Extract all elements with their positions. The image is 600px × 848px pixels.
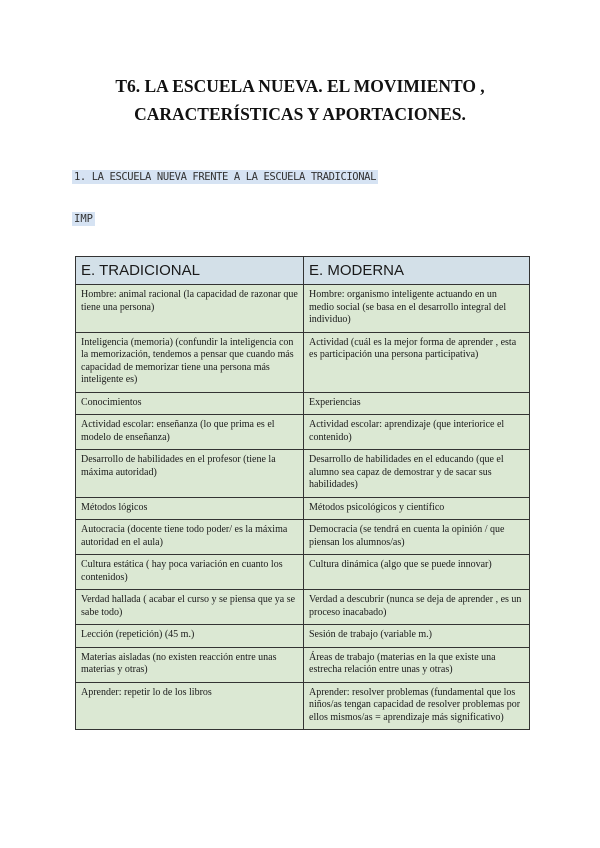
table-row bbox=[76, 415, 530, 450]
cell-modern: Actividad (cuál es la mejor forma de aprender , esta es participación una persona participativa) bbox=[304, 332, 530, 392]
cell-modern: Verdad a descubrir (nunca se deja de aprender , es un proceso inacabado) bbox=[304, 590, 530, 625]
cell-traditional: Aprender: repetir lo de los libros bbox=[76, 682, 304, 730]
cell-modern: Experiencias bbox=[304, 392, 530, 415]
cell-traditional: Cultura estática ( hay poca variación en cuanto los contenidos) bbox=[76, 555, 304, 590]
comparison-table bbox=[75, 256, 530, 730]
cell-traditional: Inteligencia (memoria) (confundir la inteligencia con la memorización, tendemos a pensar que cuando más capacidad de memorizar tiene una persona más inteligente es) bbox=[76, 332, 304, 392]
table-row bbox=[76, 332, 530, 392]
cell-traditional: Conocimientos bbox=[76, 392, 304, 415]
table-row bbox=[76, 682, 530, 730]
table-row bbox=[76, 450, 530, 498]
title-line-1: T6. LA ESCUELA NUEVA. EL MOVIMIENTO , bbox=[115, 76, 485, 96]
header-modern: E. MODERNA bbox=[304, 257, 530, 285]
cell-modern: Cultura dinámica (algo que se puede innovar) bbox=[304, 555, 530, 590]
cell-modern: Actividad escolar: aprendizaje (que interiorice el contenido) bbox=[304, 415, 530, 450]
cell-traditional: Verdad hallada ( acabar el curso y se piensa que ya se sabe todo) bbox=[76, 590, 304, 625]
cell-traditional: Lección (repetición) (45 m.) bbox=[76, 625, 304, 648]
title-line-2: CARACTERÍSTICAS Y APORTACIONES. bbox=[134, 104, 466, 124]
table-row bbox=[76, 497, 530, 520]
header-traditional: E. TRADICIONAL bbox=[76, 257, 304, 285]
table-row bbox=[76, 625, 530, 648]
table-row bbox=[76, 647, 530, 682]
section-heading: 1. LA ESCUELA NUEVA FRENTE A LA ESCUELA TRADICIONAL bbox=[74, 171, 376, 183]
page-title bbox=[60, 72, 540, 128]
table-row bbox=[76, 590, 530, 625]
cell-traditional: Hombre: animal racional (la capacidad de razonar que tiene una persona) bbox=[76, 285, 304, 333]
cell-modern: Áreas de trabajo (materias en la que existe una estrecha relación entre unas y otras) bbox=[304, 647, 530, 682]
important-note: IMP bbox=[74, 213, 93, 225]
cell-modern: Aprender: resolver problemas (fundamental que los niños/as tengan capacidad de resolver problemas por ellos mismos/as = aprendizaje más significativo) bbox=[304, 682, 530, 730]
cell-traditional: Métodos lógicos bbox=[76, 497, 304, 520]
cell-modern: Hombre: organismo inteligente actuando en un medio social (se basa en el desarrollo integral del individuo) bbox=[304, 285, 530, 333]
table-row bbox=[76, 392, 530, 415]
cell-traditional: Autocracia (docente tiene todo poder/ es la máxima autoridad en el aula) bbox=[76, 520, 304, 555]
cell-modern: Democracia (se tendrá en cuenta la opinión / que piensan los alumnos/as) bbox=[304, 520, 530, 555]
cell-modern: Sesión de trabajo (variable m.) bbox=[304, 625, 530, 648]
cell-traditional: Materias aisladas (no existen reacción entre unas materias y otras) bbox=[76, 647, 304, 682]
table-header-row bbox=[76, 257, 530, 285]
cell-traditional: Actividad escolar: enseñanza (lo que prima es el modelo de enseñanza) bbox=[76, 415, 304, 450]
cell-modern: Desarrollo de habilidades en el educando (que el alumno sea capaz de demostrar y de sacar sus habilidades) bbox=[304, 450, 530, 498]
table-row bbox=[76, 555, 530, 590]
cell-modern: Métodos psicológicos y científico bbox=[304, 497, 530, 520]
cell-traditional: Desarrollo de habilidades en el profesor (tiene la máxima autoridad) bbox=[76, 450, 304, 498]
table-row bbox=[76, 285, 530, 333]
table-row bbox=[76, 520, 530, 555]
